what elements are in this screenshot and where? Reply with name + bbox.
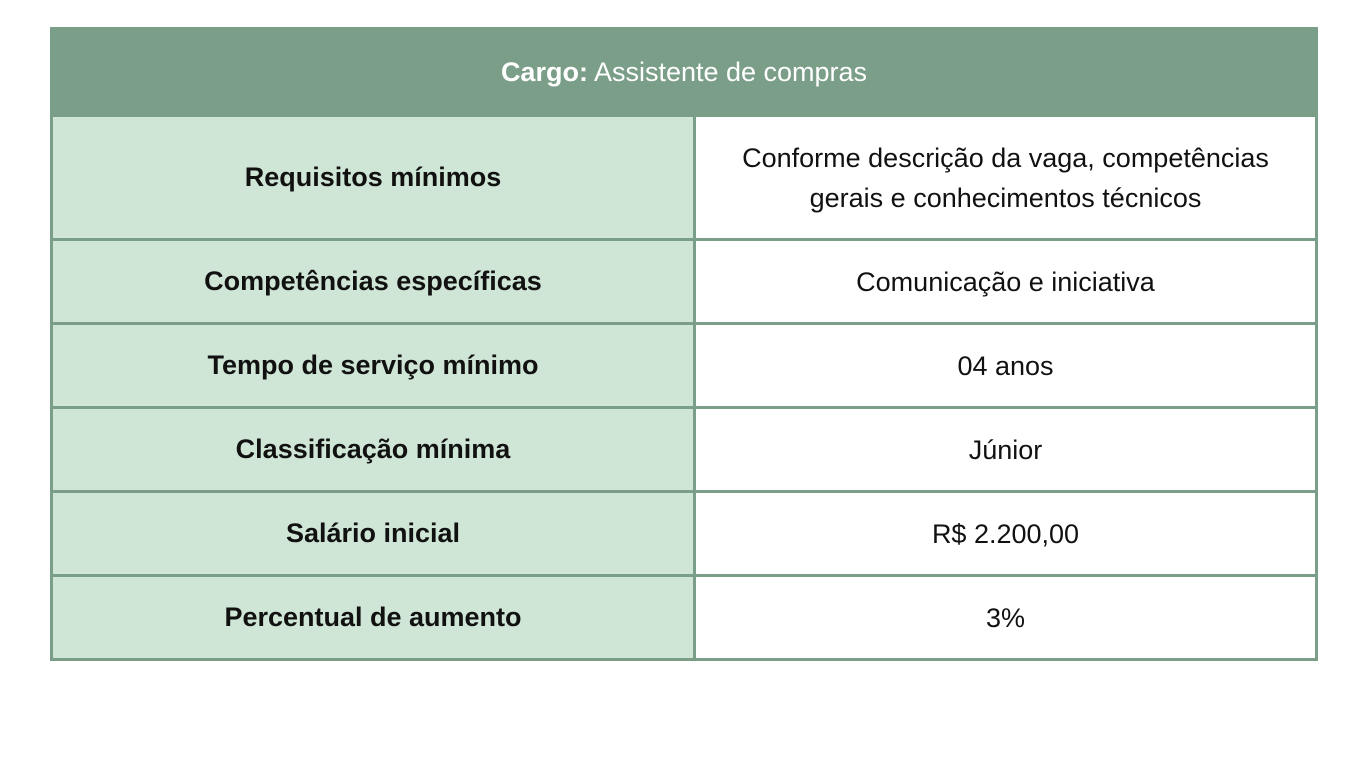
row-value: R$ 2.200,00 xyxy=(696,493,1315,574)
table-header xyxy=(53,30,1315,114)
table-row-tempo-servico xyxy=(53,322,1315,406)
table-row-requisitos xyxy=(53,114,1315,238)
table-row-salario xyxy=(53,490,1315,574)
job-info-table xyxy=(50,27,1318,661)
row-value: Comunicação e iniciativa xyxy=(696,241,1315,322)
row-label: Salário inicial xyxy=(53,493,696,574)
row-value: 04 anos xyxy=(696,325,1315,406)
row-label: Requisitos mínimos xyxy=(53,117,696,238)
row-label: Tempo de serviço mínimo xyxy=(53,325,696,406)
row-label: Percentual de aumento xyxy=(53,577,696,658)
header-value: Assistente de compras xyxy=(593,56,868,87)
row-value: 3% xyxy=(696,577,1315,658)
table-row-aumento xyxy=(53,574,1315,658)
row-value: Conforme descrição da vaga, competências gerais e conhecimentos técnicos xyxy=(696,117,1315,238)
row-label: Classificação mínima xyxy=(53,409,696,490)
row-label: Competências específicas xyxy=(53,241,696,322)
table-row-classificacao xyxy=(53,406,1315,490)
row-value: Júnior xyxy=(696,409,1315,490)
table-row-competencias xyxy=(53,238,1315,322)
header-label: Cargo: xyxy=(500,56,588,87)
